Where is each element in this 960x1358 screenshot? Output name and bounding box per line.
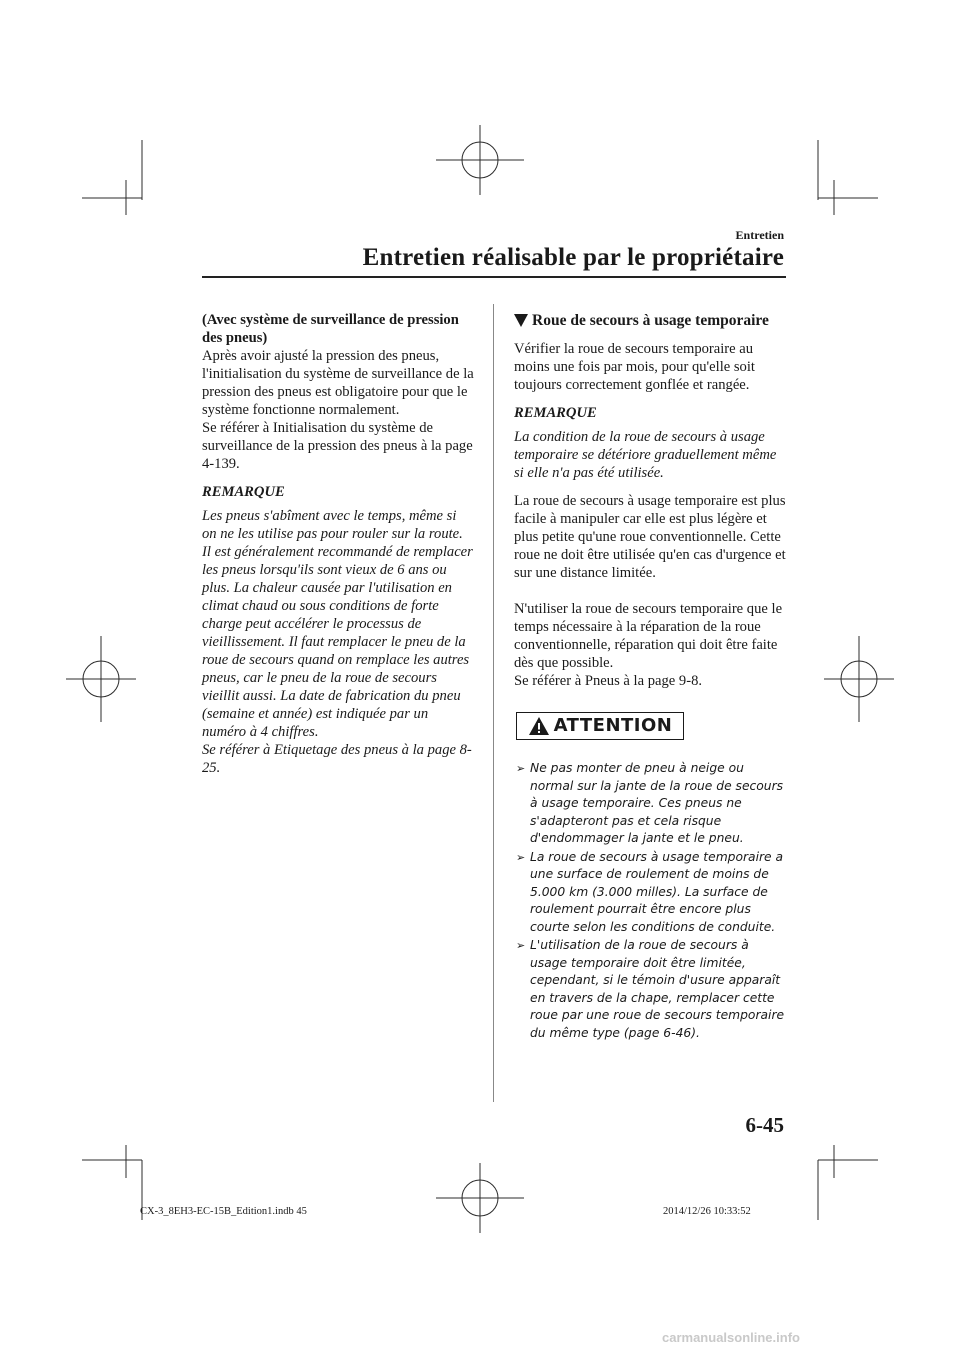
footer-filename: CX-3_8EH3-EC-15B_Edition1.indb 45 bbox=[140, 1206, 307, 1217]
page-number: 6-45 bbox=[745, 1113, 784, 1137]
note-text: Les pneus s'abîment avec le temps, même si on ne les utilise pas pour rouler sur la route. Il est généralement recommandé de remplacer les pneus lorsqu'ils sont vieux de 6 ans ou plus. La chaleur causée par l'utilisation en climat chaud ou sous conditions de forte charge peut accélérer le processus de vieillissement. Il faut remplacer le pneu de la roue de secours quand on remplace les autres pneus, car le pneu de la roue de secours vieillit aussi. La date de fabrication du pneu (semaine et année) est indiquée par un numéro à 4 chiffres. bbox=[202, 508, 473, 740]
spare-wheel-heading-text: Roue de secours à usage temporaire bbox=[532, 312, 769, 329]
list-item: ➢ Ne pas monter de pneu à neige ou normal sur la jante de la roue de secours à usage temporaire. Ces pneus ne s'adapteront pas et cela risque d'endommager la jante et le pneu. bbox=[514, 760, 786, 848]
tpms-subheading: (Avec système de surveillance de pression des pneus) bbox=[202, 312, 459, 346]
section-label: Entretien bbox=[735, 228, 784, 242]
attention-box bbox=[516, 712, 684, 740]
spare-repair-paragraph: N'utiliser la roue de secours temporaire que le temps nécessaire à la réparation de la roue conventionnelle, réparation qui doit être faite dès que possible. bbox=[514, 601, 783, 671]
list-item: ➢ La roue de secours à usage temporaire a une surface de roulement de moins de 5.000 km (3.000 milles). La surface de roulement pourrait être encore plus courte selon les conditions de conduite. bbox=[514, 849, 786, 937]
title-rule bbox=[202, 276, 786, 278]
note-reference: Se référer à Etiquetage des pneus à la page 8-25. bbox=[202, 742, 472, 776]
arrow-bullet-icon: ➢ bbox=[516, 850, 526, 864]
note-label: REMARQUE bbox=[514, 405, 597, 421]
note-label: REMARQUE bbox=[202, 484, 285, 500]
note-text: La condition de la roue de secours à usage temporaire se détériore graduellement même si elle n'a pas été utilisée. bbox=[514, 429, 777, 481]
column-divider bbox=[493, 304, 494, 1102]
left-column bbox=[202, 311, 474, 777]
page-title: Entretien réalisable par le propriétaire bbox=[362, 244, 784, 271]
attention-bullets bbox=[514, 760, 786, 1042]
list-item: ➢ L'utilisation de la roue de secours à usage temporaire doit être limitée, cependant, si le témoin d'usure apparaît en travers de la chape, remplacer cette roue par une roue de secours temporaire du même type (page 6-46). bbox=[514, 937, 786, 1042]
triangle-down-icon bbox=[514, 314, 528, 327]
arrow-bullet-icon: ➢ bbox=[516, 762, 526, 775]
spare-wheel-heading bbox=[514, 311, 786, 330]
spare-check-paragraph: Vérifier la roue de secours temporaire au moins une fois par mois, pour qu'elle soit toujours correctement gonflée et rangée. bbox=[514, 341, 755, 393]
right-column bbox=[514, 311, 786, 1043]
tpms-reference: Se référer à Initialisation du système de surveillance de la pression des pneus à la page 4-139. bbox=[202, 420, 473, 472]
attention-label: ATTENTION bbox=[553, 715, 673, 736]
warning-icon bbox=[528, 716, 550, 736]
arrow-bullet-icon: ➢ bbox=[516, 939, 526, 952]
spare-usage-paragraph: La roue de secours à usage temporaire est plus facile à manipuler car elle est plus légère et plus petite qu'une roue conventionnelle. Cette roue ne doit être utilisée qu'en cas d'urgence et sur une distance limitée. bbox=[514, 493, 786, 581]
footer-timestamp: 2014/12/26 10:33:52 bbox=[663, 1206, 751, 1217]
tpms-paragraph: Après avoir ajusté la pression des pneus, l'initialisation du système de surveillance de la pression des pneus est obligatoire pour que le système fonctionne normalement. bbox=[202, 348, 474, 418]
spare-reference: Se référer à Pneus à la page 9-8. bbox=[514, 673, 703, 689]
watermark: carmanualsonline.info bbox=[662, 1330, 800, 1345]
